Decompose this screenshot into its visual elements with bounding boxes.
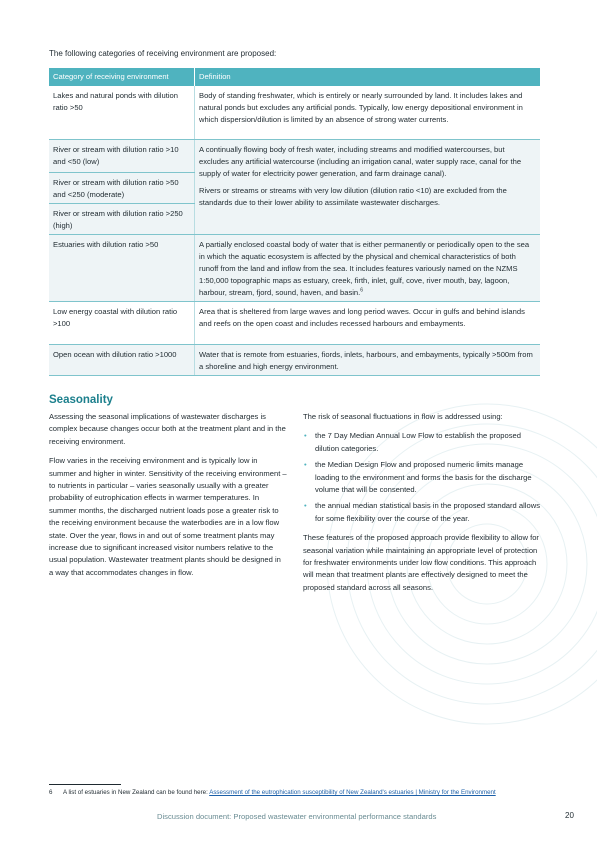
definition-paragraph: A continually flowing body of fresh water, including streams and modified watercourses, but excludes any artificial watercourse (including an irrigation canal, water supply race, canal for the supply of water for electricity power generation, and farm drainage canal). (199, 145, 522, 178)
table-row (49, 345, 540, 376)
category-cell: River or stream with dilution ratio >50 and <250 (moderate) (49, 173, 195, 204)
table-row (49, 302, 540, 345)
left-column (49, 411, 287, 586)
page-number: 20 (565, 811, 574, 820)
footnote-link[interactable]: Assessment of the eutrophication susceptibility of New Zealand's estuaries | Ministry for the Environment (209, 789, 496, 796)
table-row (49, 140, 540, 173)
column-header-definition: Definition (195, 68, 541, 86)
footnote (49, 789, 496, 796)
paragraph: These features of the proposed approach provide flexibility to allow for seasonal variation while maintaining an appropriate level of protection for freshwater environments under low flow conditions. This approach will mean that treatment plants are effectively designed to meet the proposed standard across all seasons. (303, 533, 539, 592)
list-item: • the 7 Day Median Annual Low Flow to establish the proposed dilution categories. (303, 430, 542, 455)
definition-paragraph: Rivers or streams or streams with very low dilution (dilution ratio <10) are excluded from the standards due to their lower ability to assimilate wastewater discharges. (199, 186, 507, 207)
footnote-divider (49, 784, 121, 785)
list-item: • the annual median statistical basis in the proposed standard allows for some flexibility over the course of the year. (303, 500, 542, 525)
intro-text: The following categories of receiving environment are proposed: (49, 49, 277, 58)
category-cell: Lakes and natural ponds with dilution ratio >50 (49, 86, 195, 140)
section-heading: Seasonality (49, 394, 113, 406)
footnote-number: 6 (49, 789, 53, 796)
column-header-category: Category of receiving environment (49, 68, 195, 86)
definition-cell (195, 140, 541, 235)
footnote-reference[interactable]: 6 (360, 287, 364, 294)
definition-text: A partially enclosed coastal body of water that is either permanently or periodically open to the sea in which the aquatic ecosystem is affected by the physical and chemical characteristics of both runoff from the land and inflow from the sea. It includes features variously named on the NZMS 1:50,000 topographic maps as estuary, creek, firth, inlet, gulf, cove, river mouth, bay, lagoon, harbour, stream, fjord, sound, haven, and basin. (199, 240, 530, 297)
category-cell: Low energy coastal with dilution ratio >100 (49, 302, 195, 345)
table-row (49, 86, 540, 140)
category-cell: River or stream with dilution ratio >250 (high) (49, 204, 195, 235)
right-column (303, 411, 542, 601)
bullet-list (303, 430, 542, 525)
definition-cell (195, 235, 541, 302)
receiving-environment-table (49, 68, 540, 376)
category-cell: Open ocean with dilution ratio >1000 (49, 345, 195, 376)
definition-cell: Body of standing freshwater, which is entirely or nearly surrounded by land. It includes lakes and natural ponds but excludes any artificial ponds. Typically, low energy depositional environment in which dispersion/dilution is limited by an absence of strong water currents. (195, 86, 541, 140)
list-item: • the Median Design Flow and proposed numeric limits manage loading to the environment and forms the basis for the discharge volume that will be consented. (303, 459, 542, 496)
category-cell: River or stream with dilution ratio >10 and <50 (low) (49, 140, 195, 173)
table-row (49, 235, 540, 302)
paragraph: Flow varies in the receiving environment and is typically low in summer and higher in winter. Sensitivity of the receiving environment – to nutrients in particular – varies seasonally usually with a greater probability of eutrophication effects in warmer temperatures. In summer months, the discharged nutrient loads pose a greater risk to the receiving environment because the waterbodies are in a low flow state. Over the year, flows in and out of some treatment plants may increase due to significant increased visitor numbers relative to the usual population. Wastewater treatment plants should be designed in a way that accommodates changes in flow. (49, 456, 287, 577)
definition-cell: Area that is sheltered from large waves and long period waves. Occur in gulfs and behind islands and reefs on the open coast and includes recessed harbours and embayments. (195, 302, 541, 345)
paragraph: Assessing the seasonal implications of wastewater discharges is complex because changes occur both at the treatment plant and in the receiving environment. (49, 412, 286, 446)
footer-title: Discussion document: Proposed wastewater environmental performance standards (157, 812, 437, 821)
category-cell: Estuaries with dilution ratio >50 (49, 235, 195, 302)
footnote-text: A list of estuaries in New Zealand can be found here: (63, 789, 210, 796)
definition-cell: Water that is remote from estuaries, fiords, inlets, harbours, and embayments, typically >500m from a shoreline and high energy environment. (195, 345, 541, 376)
table-header-row (49, 68, 540, 86)
paragraph: The risk of seasonal fluctuations in flow is addressed using: (303, 412, 503, 421)
